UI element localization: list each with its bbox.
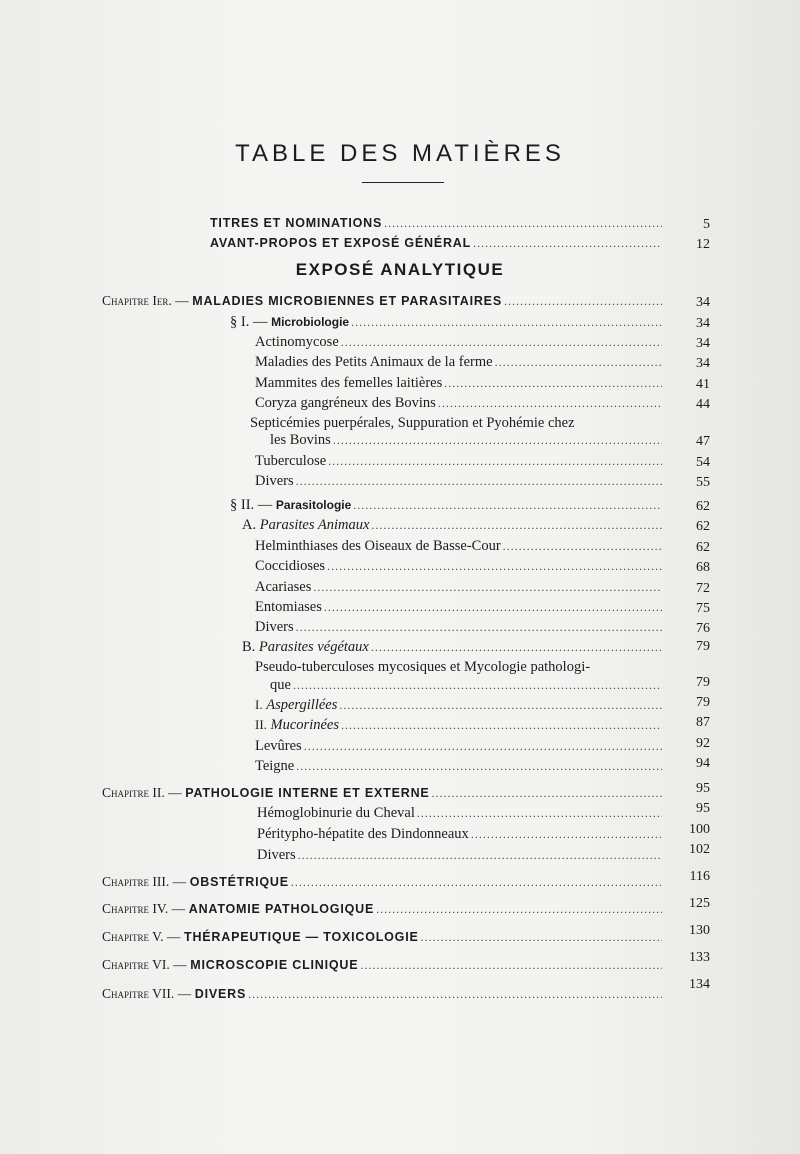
toc-entry-label: TITRES ET NOMINATIONS xyxy=(210,216,383,230)
toc-item xyxy=(257,825,664,843)
toc-subsection-b xyxy=(242,638,664,656)
toc-item xyxy=(257,804,664,822)
section-prefix: § II. — xyxy=(230,497,273,513)
toc-item xyxy=(255,618,664,636)
toc-subitem xyxy=(255,716,664,734)
toc-item-label: Coryza gangréneux des Bovins xyxy=(255,395,436,411)
toc-page-number: 116 xyxy=(689,869,710,884)
toc-page-number: 62 xyxy=(696,499,710,514)
toc-page-number: 94 xyxy=(696,756,710,771)
toc-page-number: 79 xyxy=(696,695,710,710)
toc-item-label: les Bovins xyxy=(270,432,331,448)
toc-item-label: Actinomycose xyxy=(255,334,339,350)
toc-entry-label: AVANT-PROPOS ET EXPOSÉ GÉNÉRAL xyxy=(210,236,472,250)
toc-page-number: 34 xyxy=(696,316,710,331)
toc-item-multiline-line2 xyxy=(270,431,664,449)
section-prefix: § I. — xyxy=(230,314,268,330)
toc-item-label: Mucorinées xyxy=(270,717,339,733)
subitem-prefix: I. xyxy=(255,697,263,712)
toc-page-number: 125 xyxy=(689,896,710,911)
toc-subitem xyxy=(255,696,664,714)
toc-item xyxy=(255,472,664,490)
toc-page-number: 5 xyxy=(703,217,710,232)
toc-item-multiline-line1 xyxy=(255,658,664,676)
toc-item-label: Hémoglobinurie du Cheval xyxy=(257,805,415,821)
toc-page-number: 100 xyxy=(689,822,710,837)
section-title: Microbiologie xyxy=(271,315,350,329)
toc-page-number: 68 xyxy=(696,560,710,575)
toc-page-number: 79 xyxy=(696,675,710,690)
subsection-prefix: B. xyxy=(242,639,256,655)
toc-chapter-2 xyxy=(102,784,664,802)
toc-page-number: 34 xyxy=(696,356,710,371)
chapter-prefix: Chapitre V. — xyxy=(102,929,181,944)
chapter-title: PATHOLOGIE INTERNE ET EXTERNE xyxy=(185,786,430,800)
toc-page-number: 130 xyxy=(689,923,710,938)
toc-page-number: 54 xyxy=(696,455,710,470)
chapter-prefix: Chapitre Ier. — xyxy=(102,293,189,308)
toc-page-number: 134 xyxy=(689,977,710,992)
toc-page-number: 55 xyxy=(696,475,710,490)
toc-item-multiline-line2 xyxy=(270,676,664,694)
toc-chapter-1 xyxy=(102,292,664,310)
toc-page-number: 12 xyxy=(696,237,710,252)
toc-entry-titres xyxy=(210,214,664,232)
toc-item xyxy=(255,737,664,755)
chapter-title: ANATOMIE PATHOLOGIQUE xyxy=(188,902,375,916)
toc-page-number: 47 xyxy=(696,434,710,449)
chapter-title: MICROSCOPIE CLINIQUE xyxy=(190,958,359,972)
chapter-prefix: Chapitre IV. — xyxy=(102,901,186,916)
toc-page-number: 72 xyxy=(696,581,710,596)
toc-page-number: 95 xyxy=(696,781,710,796)
toc-item-label: Divers xyxy=(255,473,294,489)
chapter-prefix: Chapitre III. — xyxy=(102,874,187,889)
toc-item-label: Acariases xyxy=(255,579,312,595)
toc-section-2 xyxy=(230,496,664,514)
toc-item-label: que xyxy=(270,677,291,693)
toc-page-number: 34 xyxy=(696,295,710,310)
toc-item xyxy=(255,353,664,371)
toc-section-1 xyxy=(230,313,664,331)
toc-page-number: 102 xyxy=(689,842,710,857)
toc-page-number: 75 xyxy=(696,601,710,616)
toc-page-number: 62 xyxy=(696,519,710,534)
subsection-title: Parasites Animaux xyxy=(259,517,370,533)
toc-subsection-a xyxy=(242,516,664,534)
toc-item xyxy=(255,333,664,351)
toc-item-multiline-line1 xyxy=(250,414,664,432)
toc-page-number: 76 xyxy=(696,621,710,636)
toc-chapter-7 xyxy=(102,985,664,1003)
toc-chapter-6 xyxy=(102,956,664,974)
chapter-title: THÉRAPEUTIQUE — TOXICOLOGIE xyxy=(184,930,419,944)
toc-page-number: 92 xyxy=(696,736,710,751)
toc-item xyxy=(255,598,664,616)
subsection-title: Parasites végétaux xyxy=(258,639,369,655)
toc-item-label: Septicémies puerpérales, Suppuration et Pyohémie chez xyxy=(250,415,575,431)
toc-page-number: 87 xyxy=(696,715,710,730)
toc-item xyxy=(255,557,664,575)
toc-item xyxy=(255,394,664,412)
title-rule xyxy=(362,182,444,183)
toc-item xyxy=(257,846,664,864)
chapter-prefix: Chapitre II. — xyxy=(102,785,182,800)
subitem-prefix: II. xyxy=(255,717,267,732)
chapter-title: DIVERS xyxy=(194,987,247,1001)
toc-page-number: 44 xyxy=(696,397,710,412)
toc-page-number: 41 xyxy=(696,377,710,392)
chapter-title: OBSTÉTRIQUE xyxy=(189,875,289,889)
chapter-prefix: Chapitre VI. — xyxy=(102,957,187,972)
toc-item-label: Divers xyxy=(257,847,296,863)
toc-item xyxy=(255,452,664,470)
toc-item xyxy=(255,374,664,392)
toc-item-label: Maladies des Petits Animaux de la ferme xyxy=(255,354,493,370)
toc-item-label: Tuberculose xyxy=(255,453,327,469)
toc-item-label: Péritypho-hépatite des Dindonneaux xyxy=(257,826,469,842)
toc-chapter-3 xyxy=(102,873,664,891)
toc-item-label: Divers xyxy=(255,619,294,635)
chapter-prefix: Chapitre VII. — xyxy=(102,986,192,1001)
toc-chapter-4 xyxy=(102,900,664,918)
section-title: Parasitologie xyxy=(275,498,352,512)
toc-item xyxy=(255,757,664,775)
toc-item-label: Teigne xyxy=(255,758,295,774)
toc-page-number: 95 xyxy=(696,801,710,816)
toc-entry-avant-propos xyxy=(210,234,664,252)
toc-item-label: Mammites des femelles laitières xyxy=(255,375,443,391)
toc-item-label: Levûres xyxy=(255,738,302,754)
toc-item-label: Coccidioses xyxy=(255,558,326,574)
section-heading: EXPOSÉ ANALYTIQUE xyxy=(295,260,505,279)
toc-item-label: Pseudo-tuberculoses mycosiques et Mycologie pathologi- xyxy=(255,659,591,675)
toc-page-number: 34 xyxy=(696,336,710,351)
toc-item-label: Aspergillées xyxy=(266,697,338,713)
toc-item xyxy=(255,578,664,596)
toc-page-number: 79 xyxy=(696,639,710,654)
page-title: TABLE DES MATIÈRES xyxy=(235,140,565,167)
subsection-prefix: A. xyxy=(242,517,257,533)
toc-item-label: Entomiases xyxy=(255,599,322,615)
chapter-title: MALADIES MICROBIENNES ET PARASITAIRES xyxy=(192,294,502,308)
toc-page-number: 133 xyxy=(689,950,710,965)
toc-page-number: 62 xyxy=(696,540,710,555)
toc-chapter-5 xyxy=(102,928,664,946)
toc-item xyxy=(255,537,664,555)
toc-item-label: Helminthiases des Oiseaux de Basse-Cour xyxy=(255,538,501,554)
